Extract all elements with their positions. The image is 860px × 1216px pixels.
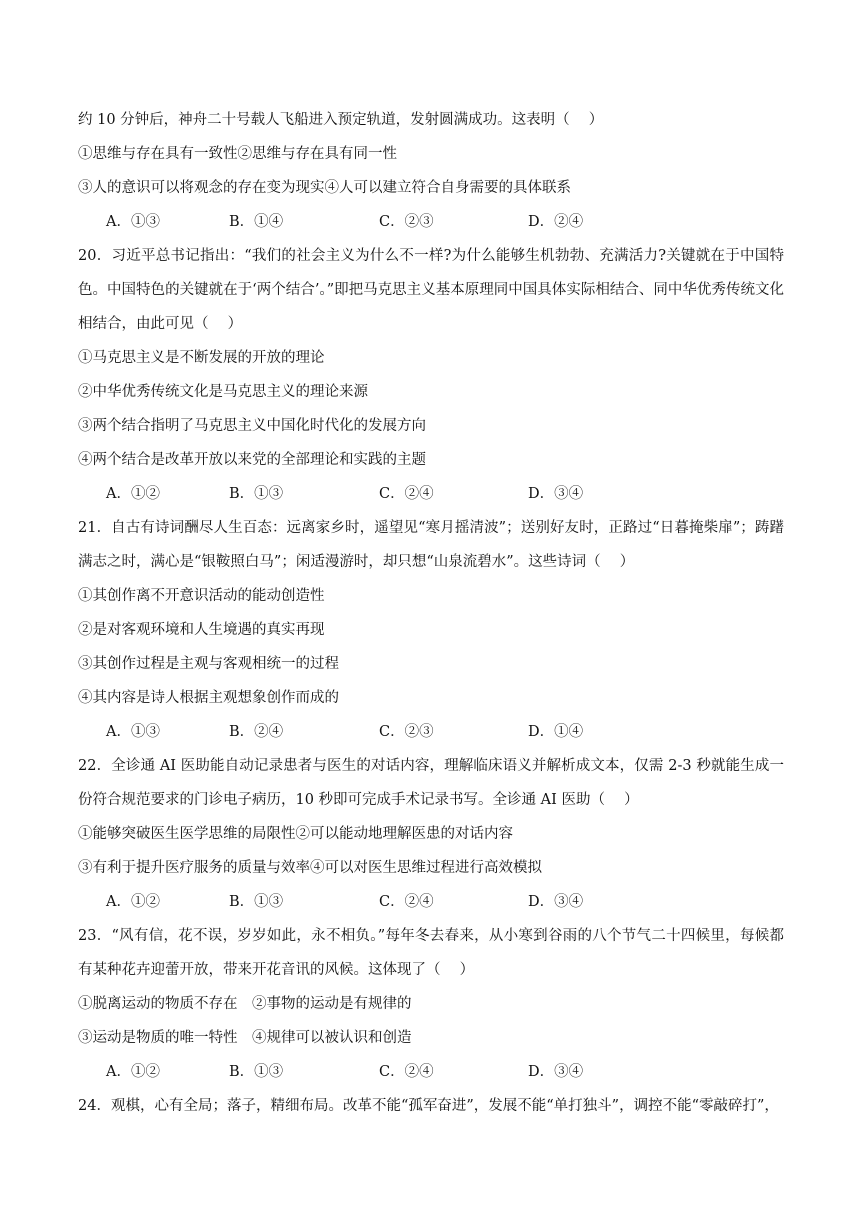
q23-option-a: A．①② — [106, 1064, 160, 1080]
q22-option-b: B．①③ — [229, 894, 284, 910]
q23-options — [78, 1060, 784, 1094]
page-content — [78, 108, 784, 1128]
q22-stem: 22．全诊通 AI 医助能自动记录患者与医生的对话内容，理解临床语义并解析成文本，仅需 2-3 秒就能生成一份符合规范要求的门诊电子病历，10 秒即可完成手术记录书写。全诊通 AI 医助（ ） — [78, 758, 784, 808]
q20-option-c: C．②④ — [379, 486, 434, 502]
q22-option-a: A．①② — [106, 894, 160, 910]
q23-option-c: C．②④ — [379, 1064, 434, 1080]
q23-statements-3-4: ③运动是物质的唯一特性 ④规律可以被认识和创造 — [78, 1030, 412, 1046]
q20-stem: 20．习近平总书记指出：“我们的社会主义为什么不一样?为什么能够生机勃勃、充满活力?关键就在于中国特色。中国特色的关键就在于‘两个结合’。”即把马克思主义基本原理同中国具体实际相结合、同中华优秀传统文化相结合，由此可见（ ） — [78, 248, 784, 332]
q19-option-c: C．②③ — [379, 214, 434, 230]
q23-option-d: D．③④ — [528, 1064, 584, 1080]
q19-option-a: A．①③ — [106, 214, 160, 230]
q23-option-b: B．①③ — [229, 1064, 284, 1080]
q24-stem-head: 24．观棋，心有全局；落子，精细布局。改革不能“孤军奋进”，发展不能“单打独斗”，调控不能“零敲碎打”， — [78, 1098, 779, 1114]
q19-stem-tail: 约 10 分钟后，神舟二十号载人飞船进入预定轨道，发射圆满成功。这表明（ ） — [78, 112, 604, 128]
q23-statements-1-2: ①脱离运动的物质不存在 ②事物的运动是有规律的 — [78, 996, 412, 1012]
q21-stem: 21．自古有诗词酬尽人生百态：远离家乡时，遥望见“寒月摇清波”；送别好友时，正路过“日暮掩柴扉”；踌躇满志之时，满心是“银鞍照白马”；闲适漫游时，却只想“山泉流碧水”。这些诗词（ ） — [78, 520, 784, 570]
q21-statement-1: ①其创作离不开意识活动的能动创造性 — [78, 588, 325, 604]
q22-option-d: D．③④ — [528, 894, 584, 910]
q21-option-c: C．②③ — [379, 724, 434, 740]
q21-options — [78, 720, 784, 754]
q19-statements-1-2: ①思维与存在具有一致性②思维与存在具有同一性 — [78, 146, 397, 162]
q20-statement-4: ④两个结合是改革开放以来党的全部理论和实践的主题 — [78, 452, 426, 468]
q19-option-b: B．①④ — [229, 214, 284, 230]
q20-statement-1: ①马克思主义是不断发展的开放的理论 — [78, 350, 325, 366]
q20-option-b: B．①③ — [229, 486, 284, 502]
q21-statement-4: ④其内容是诗人根据主观想象创作而成的 — [78, 690, 339, 706]
q21-statement-2: ②是对客观环境和人生境遇的真实再现 — [78, 622, 325, 638]
q19-option-d: D．②④ — [528, 214, 584, 230]
q22-options — [78, 890, 784, 924]
q19-statements-3-4: ③人的意识可以将观念的存在变为现实④人可以建立符合自身需要的具体联系 — [78, 180, 571, 196]
q21-option-a: A．①③ — [106, 724, 160, 740]
q20-options — [78, 482, 784, 516]
q22-option-c: C．②④ — [379, 894, 434, 910]
q20-option-a: A．①② — [106, 486, 160, 502]
q21-statement-3: ③其创作过程是主观与客观相统一的过程 — [78, 656, 339, 672]
q22-statements-1-2: ①能够突破医生医学思维的局限性②可以能动地理解医患的对话内容 — [78, 826, 513, 842]
q20-statement-3: ③两个结合指明了马克思主义中国化时代化的发展方向 — [78, 418, 426, 434]
q21-option-d: D．①④ — [528, 724, 584, 740]
q20-statement-2: ②中华优秀传统文化是马克思主义的理论来源 — [78, 384, 368, 400]
q21-option-b: B．②④ — [229, 724, 284, 740]
q19-options — [78, 210, 784, 244]
q20-option-d: D．③④ — [528, 486, 584, 502]
q22-statements-3-4: ③有利于提升医疗服务的质量与效率④可以对医生思维过程进行高效模拟 — [78, 860, 542, 876]
q23-stem: 23．“风有信，花不误，岁岁如此，永不相负。”每年冬去春来，从小寒到谷雨的八个节气二十四候里，每候都有某种花卉迎蕾开放，带来开花音讯的风候。这体现了（ ） — [78, 928, 784, 978]
